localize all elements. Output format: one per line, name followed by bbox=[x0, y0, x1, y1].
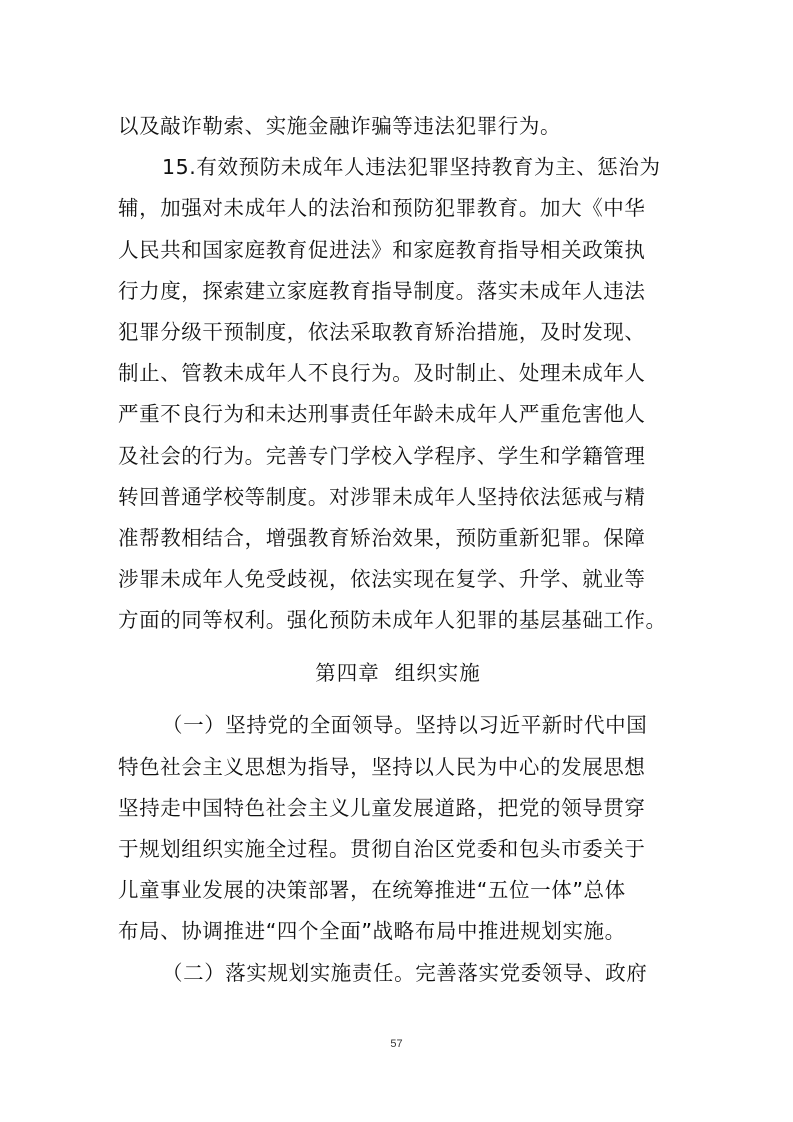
body-line: 特色社会主义思想为指导，坚持以人民为中心的发展思想 bbox=[118, 754, 646, 779]
body-line: 及社会的行为。完善专门学校入学程序、学生和学籍管理 bbox=[118, 443, 646, 468]
body-line: 于规划组织实施全过程。贯彻自治区党委和包头市委关于 bbox=[118, 837, 646, 861]
body-line: 涉罪未成年人免受歧视，依法实现在复学、升学、就业等 bbox=[118, 567, 646, 592]
body-line: 转回普通学校等制度。对涉罪未成年人坚持依法惩戒与精 bbox=[118, 484, 646, 509]
body-line: 辅，加强对未成年人的法治和预防犯罪教育。加大《中华 bbox=[118, 196, 646, 221]
body-line: 犯罪分级干预制度，依法采取教育矫治措施，及时发现、 bbox=[118, 319, 646, 344]
section-1-first-line: （一）坚持党的全面领导。坚持以习近平新时代中国 bbox=[162, 713, 648, 738]
body-line: 坚持走中国特色社会主义儿童发展道路，把党的领导贯穿 bbox=[118, 795, 646, 820]
body-line: 行力度，探索建立家庭教育指导制度。落实未成年人违法 bbox=[118, 278, 646, 303]
section-2-first-line: （二）落实规划实施责任。完善落实党委领导、政府 bbox=[162, 960, 648, 985]
body-line: 人民共和国家庭教育促进法》和家庭教育指导相关政策执 bbox=[118, 237, 646, 262]
paragraph-15-first-line: 15.有效预防未成年人违法犯罪坚持教育为主、惩治为 bbox=[162, 155, 661, 180]
body-line: 严重不良行为和未达刑事责任年龄未成年人严重危害他人 bbox=[118, 402, 646, 427]
body-line: 以及敲诈勒索、实施金融诈骗等违法犯罪行为。 bbox=[118, 114, 562, 138]
page-number: 57 bbox=[390, 1038, 403, 1050]
body-line: 儿童事业发展的决策部署，在统筹推进“五位一体”总体 bbox=[118, 878, 626, 903]
body-line: 方面的同等权利。强化预防未成年人犯罪的基层基础工作。 bbox=[118, 608, 667, 633]
body-line: 准帮教相结合，增强教育矫治效果，预防重新犯罪。保障 bbox=[118, 525, 646, 550]
document-body bbox=[118, 106, 678, 994]
body-line: 制止、管教未成年人不良行为。及时制止、处理未成年人 bbox=[118, 361, 646, 386]
body-line: 布局、协调推进“四个全面”战略布局中推进规划实施。 bbox=[118, 919, 626, 944]
chapter-title: 第四章 组织实施 bbox=[315, 661, 481, 686]
